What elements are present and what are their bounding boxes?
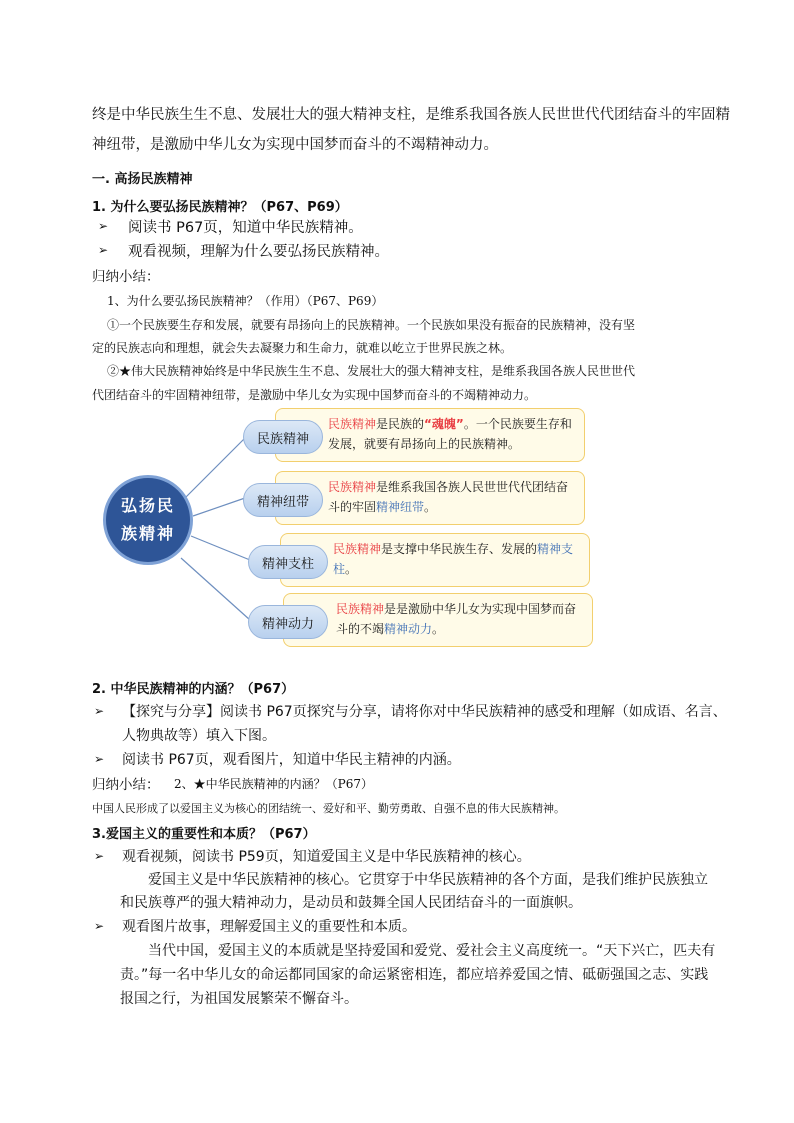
question-1: 1. 为什么要弘扬民族精神？（P67、P69） [92,200,348,215]
summary-point-2a: ②★伟大民族精神始终是中华民族生生不息、发展壮大的强大精神支柱，是维系我国各族人民世世代 [107,364,636,378]
bullet-icon: ➢ [98,219,109,233]
summary-answer: 中国人民形成了以爱国主义为核心的团结统一、爱好和平、勤劳勇敢、自强不息的伟大民族精神。 [92,802,565,815]
card-highlight: 精神支柱 [333,542,574,576]
paragraph-line: 当代中国，爱国主义的本质就是坚持爱国和爱党、爱社会主义高度统一。“天下兴亡，匹夫有 [148,943,716,959]
hub-label-1: 弘扬民 [120,496,175,515]
card-text: 是是激励中华儿女为实现中国梦而奋斗的不竭 [336,602,577,636]
list-item: 观看图片故事，理解爱国主义的重要性和本质。 [122,919,416,935]
summary-point-1a: ①一个民族要生存和发展，就要有昂扬向上的民族精神。一个民族如果没有振奋的民族精神，没有坚 [107,318,636,332]
node-national-spirit: 民族精神 [243,420,323,454]
card-text: 是支撑中华民族生存、发展的 [381,542,538,556]
summary-label: 归纳小结： [92,777,160,793]
hub-label-2: 族精神 [120,524,175,543]
question-3: 3.爱国主义的重要性和本质？（P67） [92,827,316,842]
card-highlight: 精神纽带 [376,500,425,514]
summary-point-1b: 定的民族志向和理想，就会失去凝聚力和生命力，就难以屹立于世界民族之林。 [92,341,513,355]
list-item: 观看视频，理解为什么要弘扬民族精神。 [128,244,389,260]
question-2: 2. 中华民族精神的内涵？（P67） [92,682,295,697]
summary-label: 归纳小结： [92,269,160,285]
list-item-continued: 人物典故等）填入下图。 [122,728,276,744]
card-text: 是维系我国各族人民世世代代团结奋斗的牢固 [328,480,569,514]
summary-question: 1、为什么要弘扬民族精神？（作用）（P67、P69） [107,294,384,308]
summary-question: 2、★中华民族精神的内涵？（P67） [174,777,373,791]
paragraph-line: 和民族尊严的强大精神动力，是动员和鼓舞全国人民团结奋斗的一面旗帜。 [120,895,582,911]
list-item: 阅读书 P67页，观看图片，知道中华民主精神的内涵。 [122,752,461,768]
card-highlight: “魂魄” [424,417,464,431]
hub-circle [103,475,193,565]
node-spiritual-bond: 精神纽带 [243,483,323,517]
card-keyword: 民族精神 [328,417,377,431]
card-text: 。 [345,562,358,576]
list-item: 阅读书 P67页，知道中华民族精神。 [128,220,363,236]
section-1-title: 一. 高扬民族精神 [92,172,193,187]
mind-map-diagram [95,398,615,660]
paragraph-line: 报国之行，为祖国发展繁荣不懈奋斗。 [120,991,358,1007]
bullet-icon: ➢ [94,919,105,933]
bullet-icon: ➢ [94,752,105,766]
card-keyword: 民族精神 [328,480,377,494]
bullet-icon: ➢ [94,704,105,718]
card-text: 。一个民族要生存和发展，就要有昂扬向上的民族精神。 [328,417,572,451]
paragraph-line: 责。”每一名中华儿女的命运都同国家的命运紧密相连，都应培养爱国之情、砥砺强国之志、实践 [120,967,709,983]
intro-line-1: 终是中华民族生生不息、发展壮大的强大精神支柱，是维系我国各族人民世世代代团结奋斗的牢固精 [92,107,730,123]
node-spiritual-drive: 精神动力 [248,605,328,639]
paragraph-line: 爱国主义是中华民族精神的核心。它贯穿于中华民族精神的各个方面，是我们维护民族独立 [148,872,708,888]
card-text: 。 [424,500,437,514]
summary-point-2b: 代团结奋斗的牢固精神纽带，是激励中华儿女为实现中国梦而奋斗的不竭精神动力。 [92,388,537,402]
card-keyword: 民族精神 [336,602,385,616]
bullet-icon: ➢ [94,849,105,863]
list-item: 观看视频，阅读书 P59页，知道爱国主义是中华民族精神的核心。 [122,849,531,865]
card-keyword: 民族精神 [333,542,382,556]
node-spiritual-pillar: 精神支柱 [248,545,328,579]
card-drive [283,593,593,647]
card-text: 是民族的 [376,417,425,431]
card-highlight: 精神动力 [384,622,433,636]
card-text: 。 [432,622,445,636]
bullet-icon: ➢ [98,243,109,257]
list-item: 【探究与分享】阅读书 P67页探究与分享，请将你对中华民族精神的感受和理解（如成语、名言、 [122,704,727,720]
intro-line-2: 神纽带，是激励中华儿女为实现中国梦而奋斗的不竭精神动力。 [92,137,498,153]
